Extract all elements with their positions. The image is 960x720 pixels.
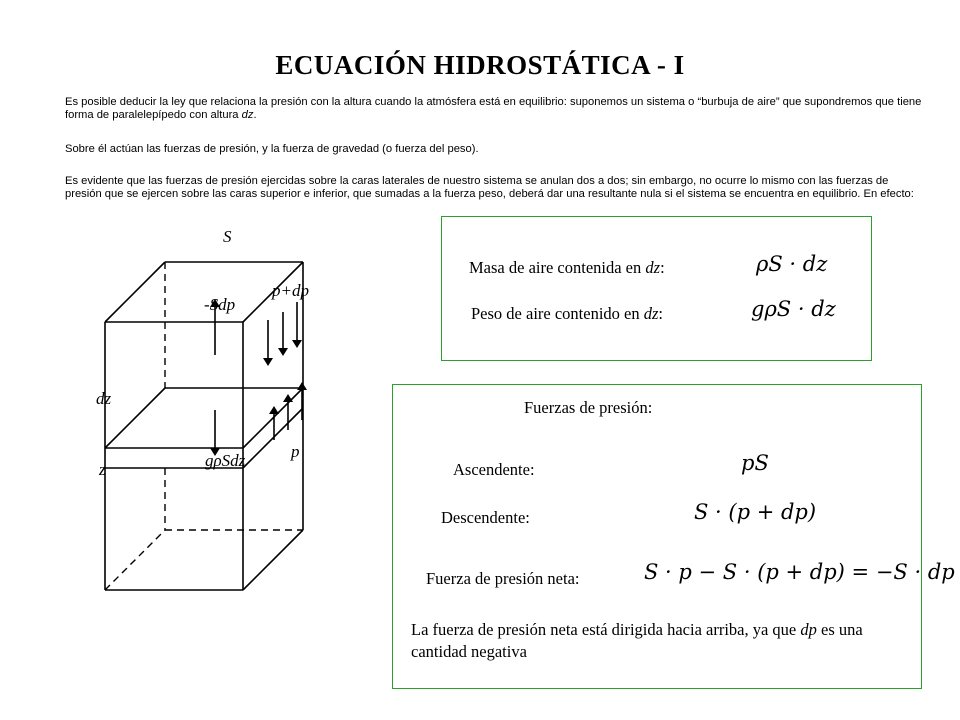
ascending-formula: pS — [741, 451, 769, 475]
weight-formula: gρS · dz — [751, 297, 836, 321]
label-dz: dz — [96, 389, 112, 408]
intro-paragraph-3: Es evidente que las fuerzas de presión ejercidas sobre la caras laterales de nuestro sistema se anulan dos a dos; sin embargo, no ocurre lo mismo con las fuerzas de presión que se ejercen sobre las caras superior e inferior, que sumadas a la fuerza peso, deberá dar una resultante nula si el sistema se encuentra en equilibrio. En efecto: — [65, 175, 914, 201]
box-top-left-diagonal — [105, 262, 165, 322]
label-area-S: S — [223, 227, 232, 246]
intro-paragraph-2: Sobre él actúan las fuerzas de presión, y la fuerza de gravedad (o fuerza del peso). — [65, 143, 479, 155]
hidden-bottom-left-diagonal — [105, 530, 165, 590]
mass-formula: ρS · dz — [756, 252, 828, 276]
label-p: p — [291, 442, 300, 461]
net-pressure-formula: S · p − S · (p + dp) = −S · dp — [644, 560, 955, 584]
descending-formula: S · (p + dp) — [694, 500, 817, 524]
intro-p1-end: . — [253, 109, 257, 122]
label-minus-Sdp: -Sdp — [204, 295, 236, 314]
mass-weight-box — [441, 216, 872, 361]
mass-label: Masa de aire contenida en dz: — [469, 258, 665, 277]
pressure-forces-heading: Fuerzas de presión: — [524, 398, 653, 417]
label-p-plus-dp: p+dp — [272, 281, 309, 300]
ascending-label: Ascendente: — [453, 460, 535, 479]
box-bottom-right-diagonal — [243, 530, 303, 590]
intro-p1-text: Es posible deducir la ley que relaciona la presión con la altura cuando la atmósfera está en equilibrio: suponemos un sistema o “burbuja de aire” que supondremos que tiene forma de paralelepípedo con altura — [65, 96, 922, 122]
label-z: z — [99, 460, 106, 479]
descending-label: Descendente: — [441, 508, 530, 527]
page-title: ECUACIÓN HIDROSTÁTICA - I — [275, 50, 685, 80]
conclusion-text: La fuerza de presión neta está dirigida hacia arriba, ya que dp es una cantidad negativa — [411, 620, 863, 661]
net-pressure-label: Fuerza de presión neta: — [426, 569, 580, 588]
weight-label: Peso de aire contenido en dz: — [471, 304, 663, 323]
intro-p1-var: dz — [241, 109, 254, 122]
label-weight-g-rho-Sdz: gρSdz — [205, 451, 246, 470]
slab-top-left-diagonal — [105, 388, 165, 448]
